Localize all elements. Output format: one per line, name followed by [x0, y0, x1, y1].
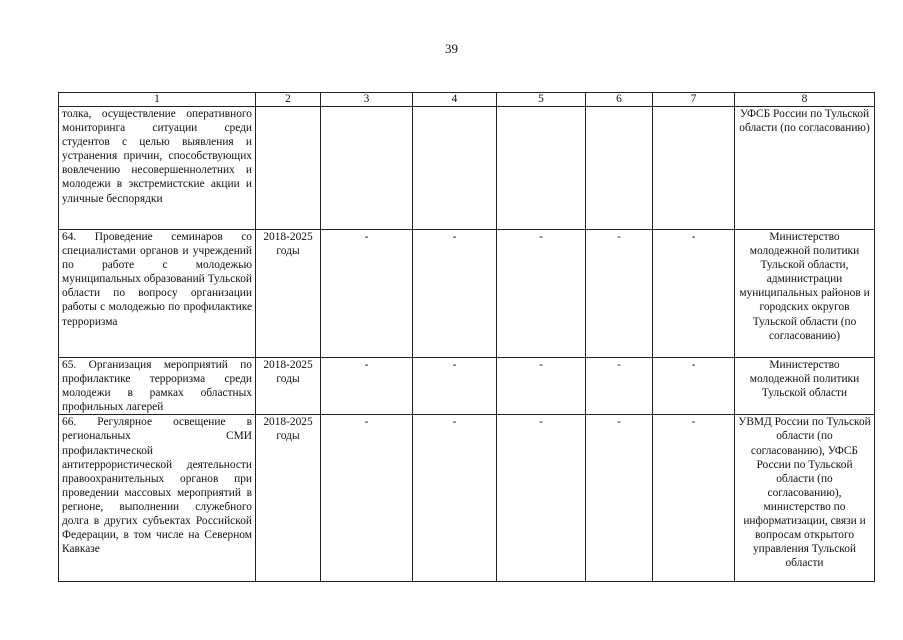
column-header-6: 6	[586, 93, 653, 107]
value-cell-6: -	[586, 415, 653, 582]
value-cell-4	[413, 107, 497, 230]
table-row	[59, 107, 875, 230]
page-number: 39	[445, 41, 458, 56]
value-cell-7: -	[653, 358, 735, 415]
measure-cell: 66. Регулярное освещение в региональных СМИ профилактической антитеррористической деятельности правоохранительных органов при проведении массовых мероприятий в регионе, выполнении служебного долга в других субъектах Российской Федерации, в том числе на Северном Кавказе	[59, 415, 256, 582]
executor-cell: Министерство молодежной политики Тульской области	[735, 358, 875, 415]
measure-cell: 64. Проведение семинаров со специалистами органов и учреждений по работе с молодежью муниципальных образований Тульской области по вопросу организации работы с молодежью по профилактике терроризма	[59, 230, 256, 358]
value-cell-7: -	[653, 415, 735, 582]
value-cell-6: -	[586, 230, 653, 358]
header-row	[59, 93, 875, 107]
value-cell-7: -	[653, 230, 735, 358]
measures-table	[58, 92, 875, 582]
value-cell-7	[653, 107, 735, 230]
executor-cell: Министерство молодежной политики Тульской области, администрации муниципальных районов и городских округов Тульской области (по согласованию)	[735, 230, 875, 358]
table-row	[59, 230, 875, 358]
value-cell-5	[497, 107, 586, 230]
value-cell-4: -	[413, 415, 497, 582]
column-header-3: 3	[321, 93, 413, 107]
table-row	[59, 415, 875, 582]
column-header-8: 8	[735, 93, 875, 107]
value-cell-5: -	[497, 358, 586, 415]
column-header-5: 5	[497, 93, 586, 107]
table-row	[59, 358, 875, 415]
value-cell-3: -	[321, 230, 413, 358]
column-header-7: 7	[653, 93, 735, 107]
value-cell-3: -	[321, 358, 413, 415]
period-cell	[256, 107, 321, 230]
value-cell-5: -	[497, 415, 586, 582]
value-cell-5: -	[497, 230, 586, 358]
measure-cell: 65. Организация мероприятий по профилактике терроризма среди молодежи в рамках областных профильных лагерей	[59, 358, 256, 415]
period-cell: 2018-2025 годы	[256, 230, 321, 358]
column-header-2: 2	[256, 93, 321, 107]
executor-cell: УФСБ России по Тульской области (по согласованию)	[735, 107, 875, 230]
value-cell-3	[321, 107, 413, 230]
column-header-4: 4	[413, 93, 497, 107]
value-cell-3: -	[321, 415, 413, 582]
period-cell: 2018-2025 годы	[256, 358, 321, 415]
column-header-1: 1	[59, 93, 256, 107]
value-cell-4: -	[413, 230, 497, 358]
value-cell-4: -	[413, 358, 497, 415]
executor-cell: УВМД России по Тульской области (по согласованию), УФСБ России по Тульской области (по согласованию), министерство по информатизации, связи и вопросам открытого управления Тульской области	[735, 415, 875, 582]
value-cell-6: -	[586, 358, 653, 415]
period-cell: 2018-2025 годы	[256, 415, 321, 582]
measure-cell: толка, осуществление оперативного мониторинга ситуации среди студентов с целью выявления и устранения причин, способствующих вовлечению несовершеннолетних и молодежи в экстремистские акции и уличные беспорядки	[59, 107, 256, 230]
value-cell-6	[586, 107, 653, 230]
